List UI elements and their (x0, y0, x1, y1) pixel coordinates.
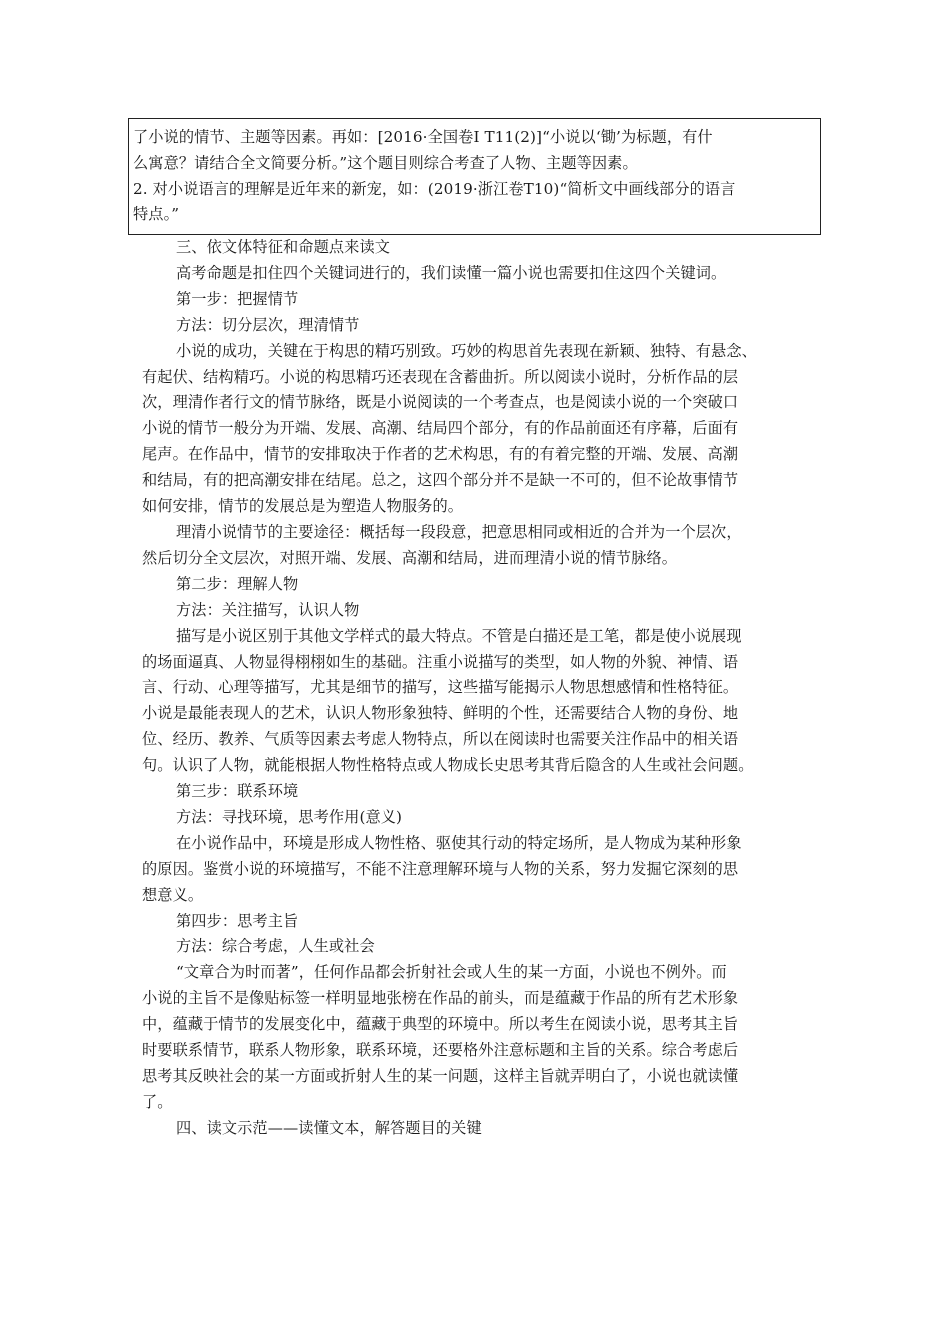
step-title: 第一步：把握情节 (176, 289, 299, 308)
paragraph-line: 言、行动、心理等描写，尤其是细节的描写，这些描写能揭示人物思想感情和性格特征。 (142, 678, 739, 697)
note-line: 2. 对小说语言的理解是近年来的新宠，如：(2019·浙江卷T10)“简析文中画线部分的语言 (133, 179, 736, 198)
paragraph-line: 思考其反映社会的某一方面或折射人生的某一问题，这样主旨就弄明白了，小说也就读懂 (142, 1067, 739, 1085)
paragraph-line: 了。 (142, 1092, 173, 1111)
paragraph-line: 小说的情节一般分为开端、发展、高潮、结局四个部分，有的作品前面还有序幕，后面有 (142, 419, 739, 438)
paragraph-line: 在小说作品中，环境是形成人物性格、驱使其行动的特定场所，是人物成为某种形象 (176, 833, 742, 852)
paragraph-line: 然后切分全文层次，对照开端、发展、高潮和结局，进而理清小说的情节脉络。 (142, 548, 678, 567)
paragraph-line: 位、经历、教养、气质等因素去考虑人物特点，所以在阅读时也需要关注作品中的相关语 (142, 730, 739, 749)
paragraph-line: 时要联系情节，联系人物形象，联系环境，还要格外注意标题和主旨的关系。综合考虑后 (142, 1041, 739, 1060)
paragraph-line: 尾声。在作品中，情节的安排取决于作者的艺术构思，有的有着完整的开端、发展、高潮 (142, 445, 739, 464)
paragraph-line: 句。认识了人物，就能根据人物性格特点或人物成长史思考其背后隐含的人生或社会问题。 (142, 756, 754, 775)
paragraph-line: 小说的主旨不是像贴标签一样明显地张榜在作品的前头，而是蕴藏于作品的所有艺术形象 (142, 989, 739, 1008)
note-line: 特点。” (133, 205, 180, 224)
paragraph-line: 理清小说情节的主要途径：概括每一段段意，把意思相同或相近的合并为一个层次， (176, 522, 742, 541)
step-method: 方法：寻找环境，思考作用(意义) (176, 807, 403, 826)
step-title: 第四步：思考主旨 (176, 911, 299, 930)
paragraph-line: 高考命题是扣住四个关键词进行的，我们读懂一篇小说也需要扣住这四个关键词。 (176, 263, 727, 282)
step-title: 第三步：联系环境 (176, 782, 299, 801)
paragraph-line: “文章合为时而著”，任何作品都会折射社会或人生的某一方面，小说也不例外。而 (176, 963, 727, 982)
section-heading: 四、读文示范——读懂文本，解答题目的关键 (176, 1118, 482, 1137)
paragraph-line: 如何安排，情节的发展总是为塑造人物服务的。 (142, 497, 464, 516)
paragraph-line: 小说是最能表现人的艺术，认识人物形象独特、鲜明的个性，还需要结合人物的身份、地 (142, 704, 739, 723)
paragraph-line: 的原因。鉴赏小说的环境描写，不能不注意理解环境与人物的关系，努力发掘它深刻的思 (142, 859, 739, 878)
step-method: 方法：关注描写，认识人物 (176, 600, 360, 619)
paragraph-line: 小说的成功，关键在于构思的精巧别致。巧妙的构思首先表现在新颖、独特、有悬念、 (176, 341, 757, 360)
paragraph-line: 有起伏、结构精巧。小说的构思精巧还表现在含蓄曲折。所以阅读小说时，分析作品的层 (142, 367, 739, 386)
paragraph-line: 次，理清作者行文的情节脉络，既是小说阅读的一个考查点，也是阅读小说的一个突破口 (142, 393, 739, 412)
paragraph-line: 和结局，有的把高潮安排在结尾。总之，这四个部分并不是缺一不可的，但不论故事情节 (142, 471, 739, 490)
step-method: 方法：综合考虑，人生或社会 (176, 937, 375, 956)
step-method: 方法：切分层次，理清情节 (176, 315, 360, 334)
note-box (128, 118, 821, 235)
paragraph-line: 描写是小说区别于其他文学样式的最大特点。不管是白描还是工笔，都是使小说展现 (176, 626, 742, 645)
paragraph-line: 中，蕴藏于情节的发展变化中，蕴藏于典型的环境中。所以考生在阅读小说，思考其主旨 (142, 1015, 739, 1034)
step-title: 第二步：理解人物 (176, 574, 299, 593)
main-content (142, 235, 822, 1142)
section-heading: 三、依文体特征和命题点来读文 (176, 238, 391, 256)
note-line: 了小说的情节、主题等因素。再如：[2016·全国卷Ⅰ T11(2)]“小说以‘锄’为标题，有什 (133, 128, 713, 146)
paragraph-line: 的场面逼真、人物显得栩栩如生的基础。注重小说描写的类型，如人物的外貌、神情、语 (142, 652, 739, 671)
note-line: 么寓意？请结合全文简要分析。”这个题目则综合考查了人物、主题等因素。 (133, 153, 638, 172)
paragraph-line: 想意义。 (142, 885, 204, 904)
